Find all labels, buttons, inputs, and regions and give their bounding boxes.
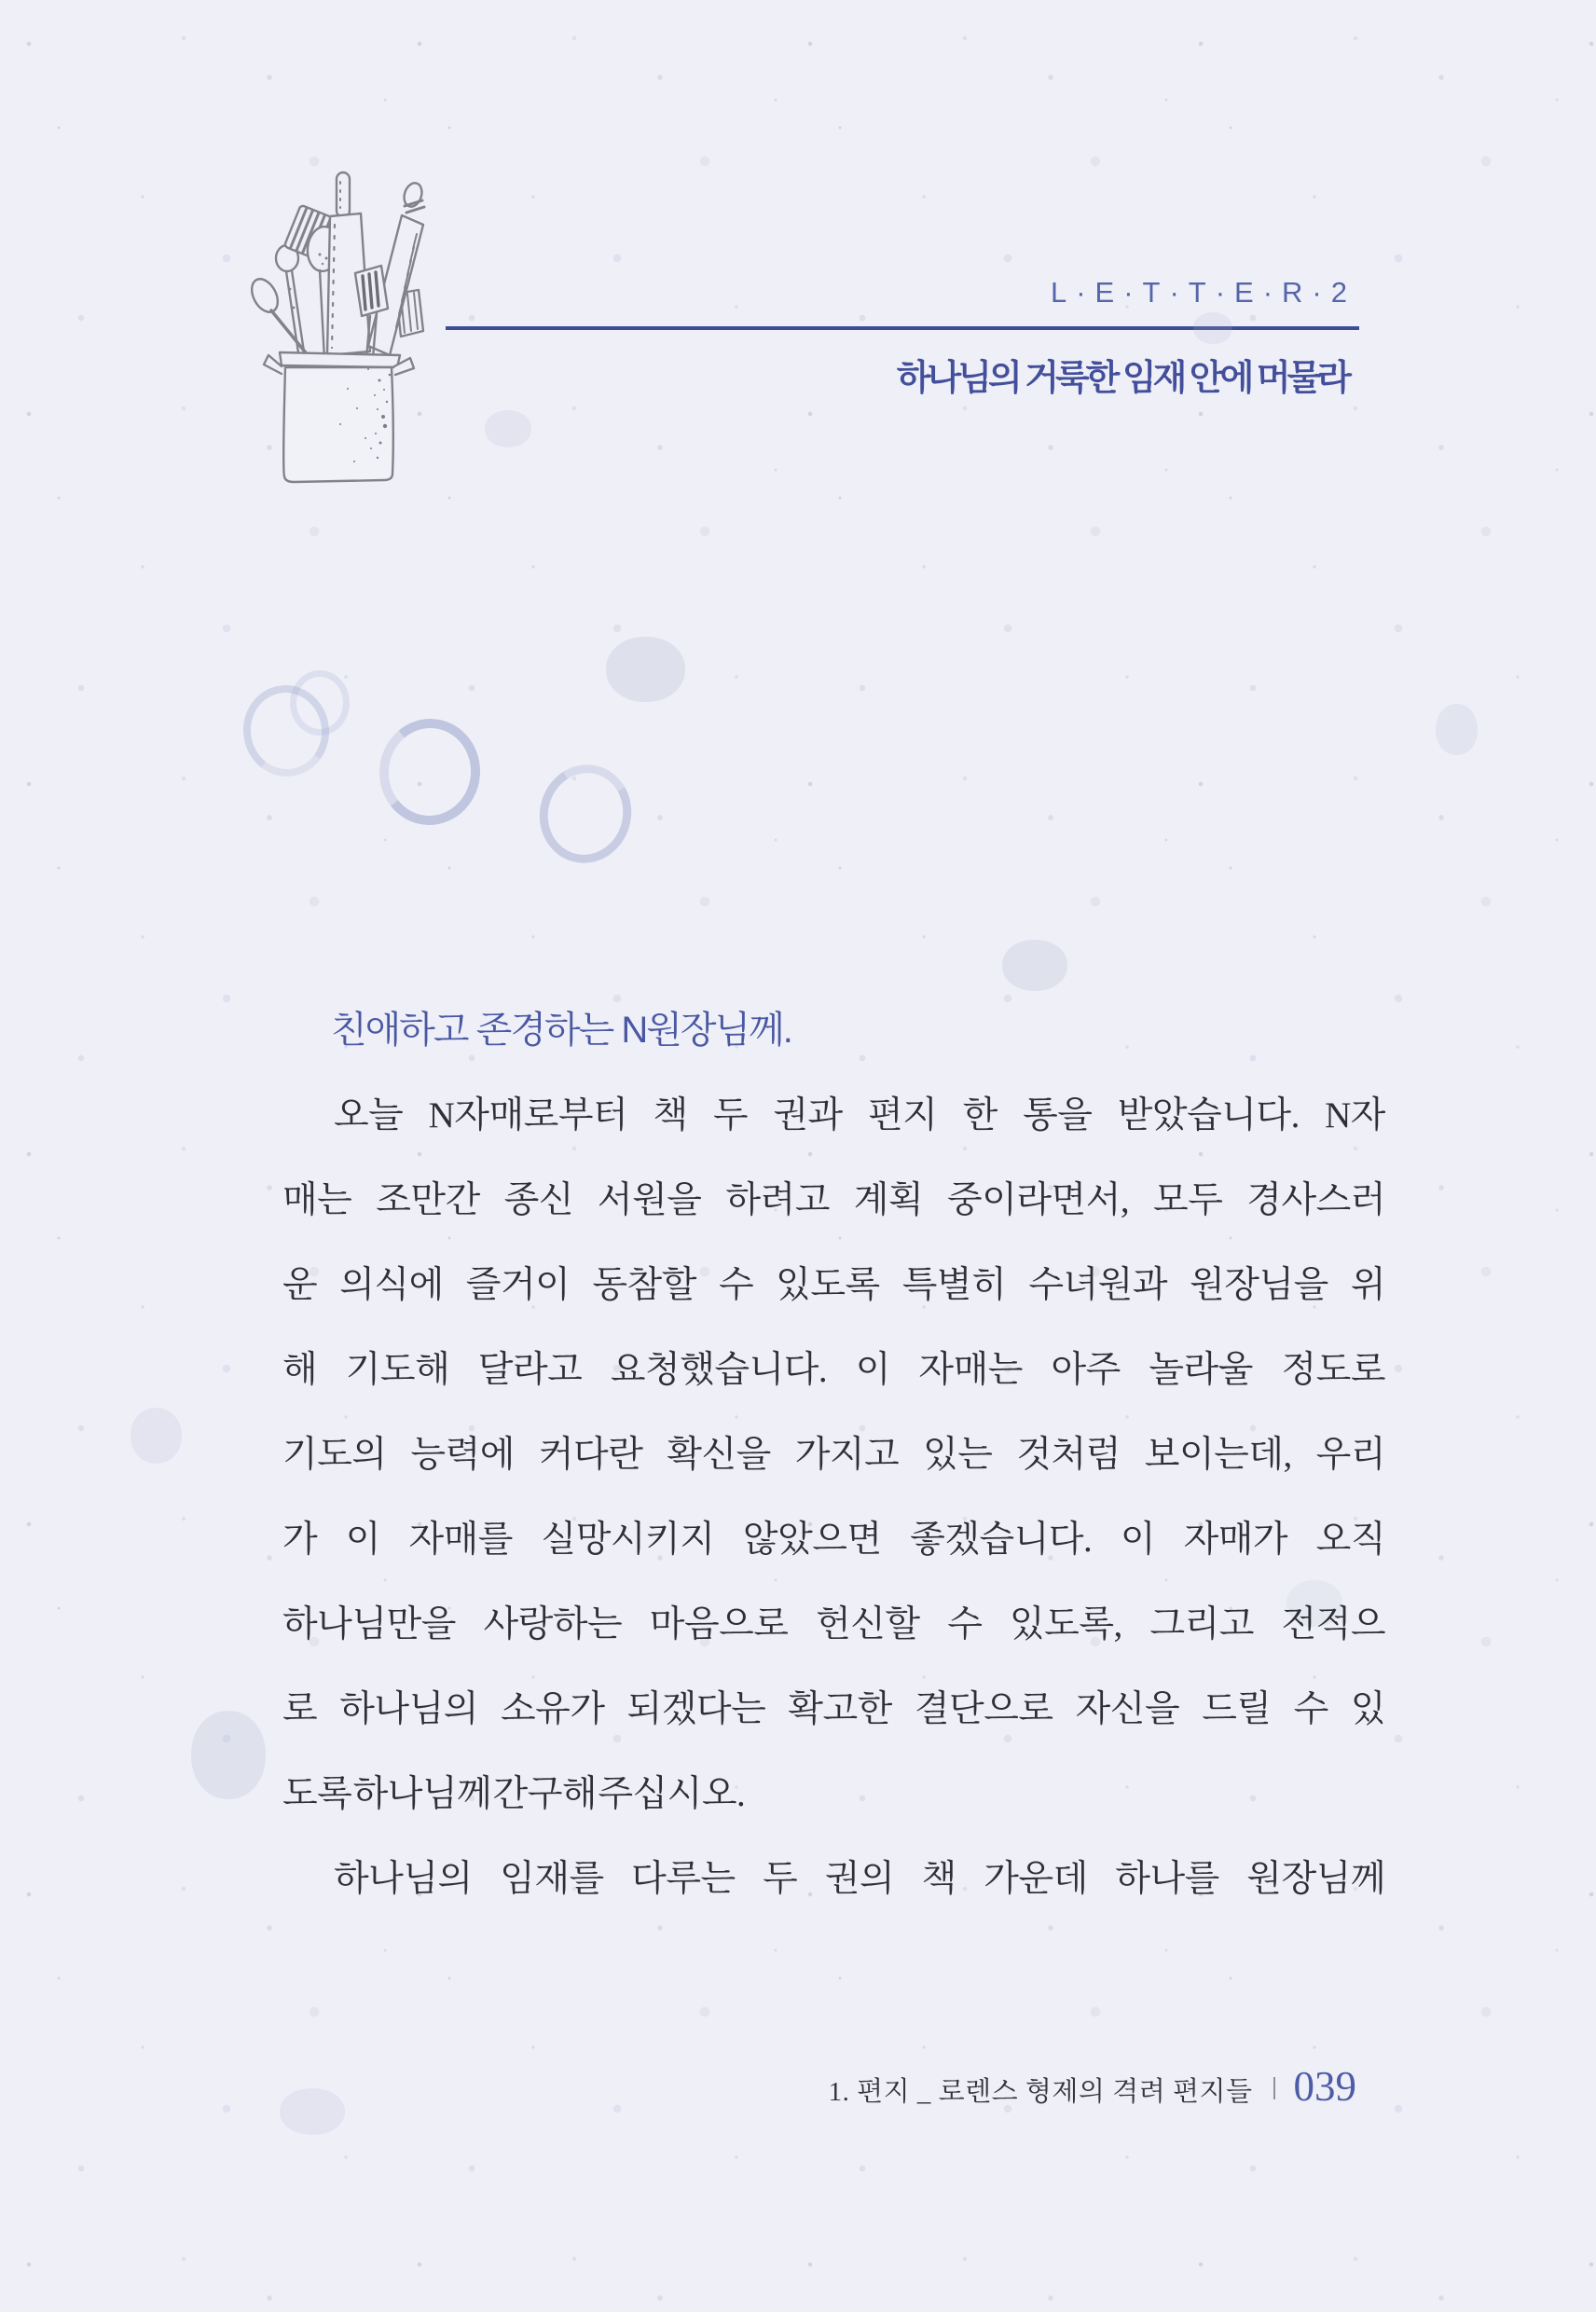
body-line: 도록 하나님께 간구해 주십시오. bbox=[282, 1774, 746, 1814]
page-number: 039 bbox=[1293, 2063, 1356, 2110]
paper-blotch bbox=[1436, 704, 1478, 755]
body-line: 가 이 자매를 실망시키지 않았으면 좋겠습니다. 이 자매가 오직 bbox=[282, 1520, 1385, 1560]
paper-blotch bbox=[191, 1711, 266, 1799]
utensil-pot-sketch-icon bbox=[238, 154, 452, 499]
letter-number-label: L·E·T·T·E·R·2 bbox=[1050, 276, 1356, 309]
coffee-ring-stain bbox=[374, 714, 485, 831]
body-line: 하나님의 임재를 다루는 두 권의 책 가운데 하나를 원장님께 bbox=[334, 1859, 1385, 1899]
paper-blotch bbox=[280, 2088, 345, 2135]
body-line: 기도의 능력에 커다란 확신을 가지고 있는 것처럼 보이는데, 우리 bbox=[282, 1435, 1385, 1475]
body-line: 하나님만을 사랑하는 마음으로 헌신할 수 있도록, 그리고 전적으 bbox=[282, 1604, 1385, 1645]
letter-body bbox=[282, 988, 1385, 1921]
paper-blotch bbox=[606, 637, 685, 702]
salutation: 친애하고 존경하는 N원장님께. bbox=[331, 1010, 791, 1051]
paper-blotch bbox=[131, 1408, 182, 1464]
footer-separator bbox=[1273, 2077, 1275, 2099]
body-line: 로 하나님의 소유가 되겠다는 확고한 결단으로 자신을 드릴 수 있 bbox=[282, 1689, 1385, 1729]
paper-blotch bbox=[1002, 940, 1067, 991]
body-line: 매는 조만간 종신 서원을 하려고 계획 중이라면서, 모두 경사스러 bbox=[282, 1180, 1385, 1220]
paper-blotch bbox=[485, 410, 531, 447]
paper-blotch bbox=[1193, 312, 1232, 344]
body-line: 해 기도해 달라고 요청했습니다. 이 자매는 아주 놀라울 정도로 bbox=[282, 1350, 1385, 1390]
coffee-ring-stain bbox=[290, 670, 350, 736]
body-line: 운 의식에 즐거이 동참할 수 있도록 특별히 수녀원과 원장님을 위 bbox=[282, 1265, 1385, 1305]
footer-chapter-title: 1. 편지 _ 로렌스 형제의 격려 편지들 bbox=[828, 2077, 1253, 2107]
chapter-subtitle: 하나님의 거룩한 임재 안에 머물라 bbox=[896, 359, 1348, 398]
coffee-ring-stain bbox=[530, 755, 642, 874]
body-line: 오늘 N자매로부터 책 두 권과 편지 한 통을 받았습니다. N자 bbox=[334, 1095, 1385, 1135]
page-footer bbox=[829, 2062, 1356, 2111]
